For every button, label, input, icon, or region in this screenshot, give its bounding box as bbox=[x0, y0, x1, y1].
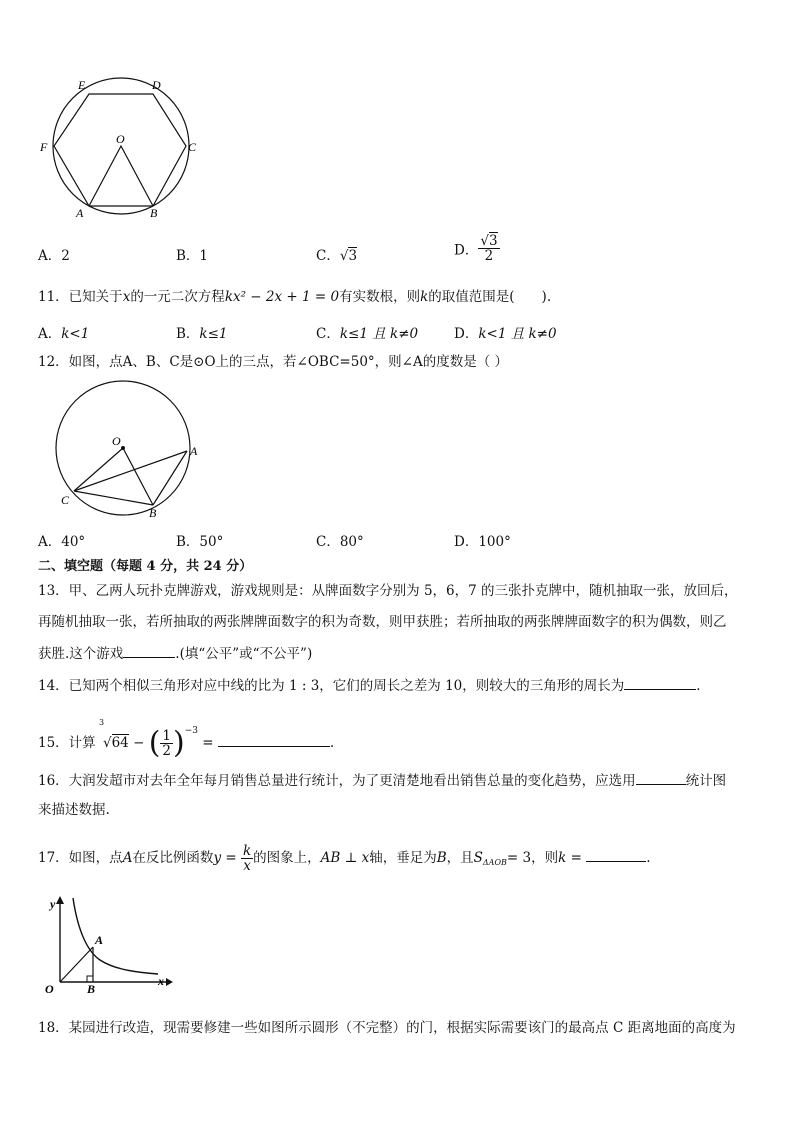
q14-question: 14．已知两个相似三角形对应中线的比为 1 : 3，它们的周长之差为 10，则较大的三角形的周长为 ． bbox=[38, 675, 710, 696]
label-C: C bbox=[188, 140, 197, 154]
q11-option-b: B．k≤1 bbox=[176, 326, 228, 342]
q12-option-c: C．80° bbox=[316, 534, 364, 550]
sqrt-symbol: √ bbox=[339, 248, 349, 264]
label-E: E bbox=[78, 78, 86, 92]
label-A: A bbox=[190, 444, 198, 458]
exponent: −3 bbox=[184, 726, 198, 736]
circle-figure bbox=[50, 378, 210, 520]
q11-option-d: D．k<1 且 k≠0 bbox=[454, 326, 557, 342]
label-A: A bbox=[95, 933, 104, 947]
fraction: $\frac{1}{2}$ bbox=[162, 728, 171, 759]
q10-option-d: D． $\frac{√3}{2}$ bbox=[454, 233, 498, 264]
q11-option-c: C．k≤1 且 k≠0 bbox=[316, 326, 419, 342]
inverse-function-figure bbox=[40, 892, 175, 996]
q13-line3: 获胜.这个游戏 .(填“公平”或“不公平”) bbox=[38, 643, 312, 664]
q18-question: 18．某园进行改造，现需要修建一些如图所示圆形（不完整）的门，根据实际需要该门的最高点 C 距离地面的高度为 bbox=[38, 1020, 736, 1036]
label-A: A bbox=[76, 206, 84, 220]
answer-blank[interactable] bbox=[218, 732, 330, 747]
label-B: B bbox=[150, 206, 158, 220]
q12-question: 12．如图，点A、B、C是⊙O上的三点，若∠OBC=50°，则∠A的度数是（ ） bbox=[38, 354, 509, 370]
sqrt-symbol: √ bbox=[480, 233, 489, 249]
label-O: O bbox=[116, 132, 125, 146]
answer-blank[interactable] bbox=[586, 847, 646, 862]
label-F: F bbox=[40, 140, 48, 154]
q17-question: 17．如图，点A在反比例函数y = $\frac{k}{x}$ 的图象上，AB ⊥ x轴，垂足为B，且$S_{\Delta AOB}= 3$，则k = . bbox=[38, 843, 651, 874]
q10-option-a: A．2 bbox=[38, 248, 70, 264]
fraction: $\frac{√3}{2}$ bbox=[480, 233, 498, 264]
label-C: C bbox=[61, 493, 70, 507]
q12-option-b: B．50° bbox=[176, 534, 224, 550]
label-B: B bbox=[149, 506, 157, 520]
q10-option-c: C．√3 bbox=[316, 248, 358, 264]
q13-line1: 13．甲、乙两人玩扑克牌游戏，游戏规则是：从牌面数字分别为 5，6，7 的三张扑克牌中，随机抽取一张，放回后， bbox=[38, 583, 738, 599]
label-y: y bbox=[50, 897, 56, 911]
hexagon-figure bbox=[36, 74, 206, 224]
section-heading: 二、填空题（每题 4 分，共 24 分） bbox=[38, 559, 253, 574]
q11-option-a: A．k<1 bbox=[38, 326, 90, 342]
label-x: x bbox=[158, 974, 164, 988]
q12-option-a: A．40° bbox=[38, 534, 86, 550]
q10-option-b: B．1 bbox=[176, 248, 209, 264]
fraction: $\frac{k}{x}$ bbox=[242, 843, 252, 874]
q13-line2: 再随机抽取一张，若所抽取的两张牌牌面数字的积为奇数，则甲获胜；若所抽取的两张牌牌面数字的积为偶数，则乙 bbox=[38, 614, 727, 630]
label-O: O bbox=[112, 434, 121, 448]
q16-line2: 来描述数据. bbox=[38, 802, 110, 818]
cube-root: 3 √64 bbox=[98, 718, 129, 751]
answer-blank[interactable] bbox=[624, 675, 696, 690]
answer-blank[interactable] bbox=[636, 770, 686, 785]
label-O: O bbox=[45, 982, 54, 996]
q11-question: 11．已知关于x的一元二次方程kx² − 2x + 1 = 0有实数根，则k的取值范围是( ). bbox=[38, 289, 552, 305]
label-D: D bbox=[152, 78, 161, 92]
q16-line1: 16．大润发超市对去年全年每月销售总量进行统计，为了更清楚地看出销售总量的变化趋势，应选用 统计图 bbox=[38, 770, 726, 791]
answer-blank[interactable] bbox=[123, 643, 175, 658]
q15-question: 15．计算 3 √64 − ( $\frac{1}{2}$ )$^{-3}$ = . bbox=[38, 711, 334, 751]
q12-option-d: D．100° bbox=[454, 534, 511, 550]
label-B: B bbox=[87, 982, 96, 996]
